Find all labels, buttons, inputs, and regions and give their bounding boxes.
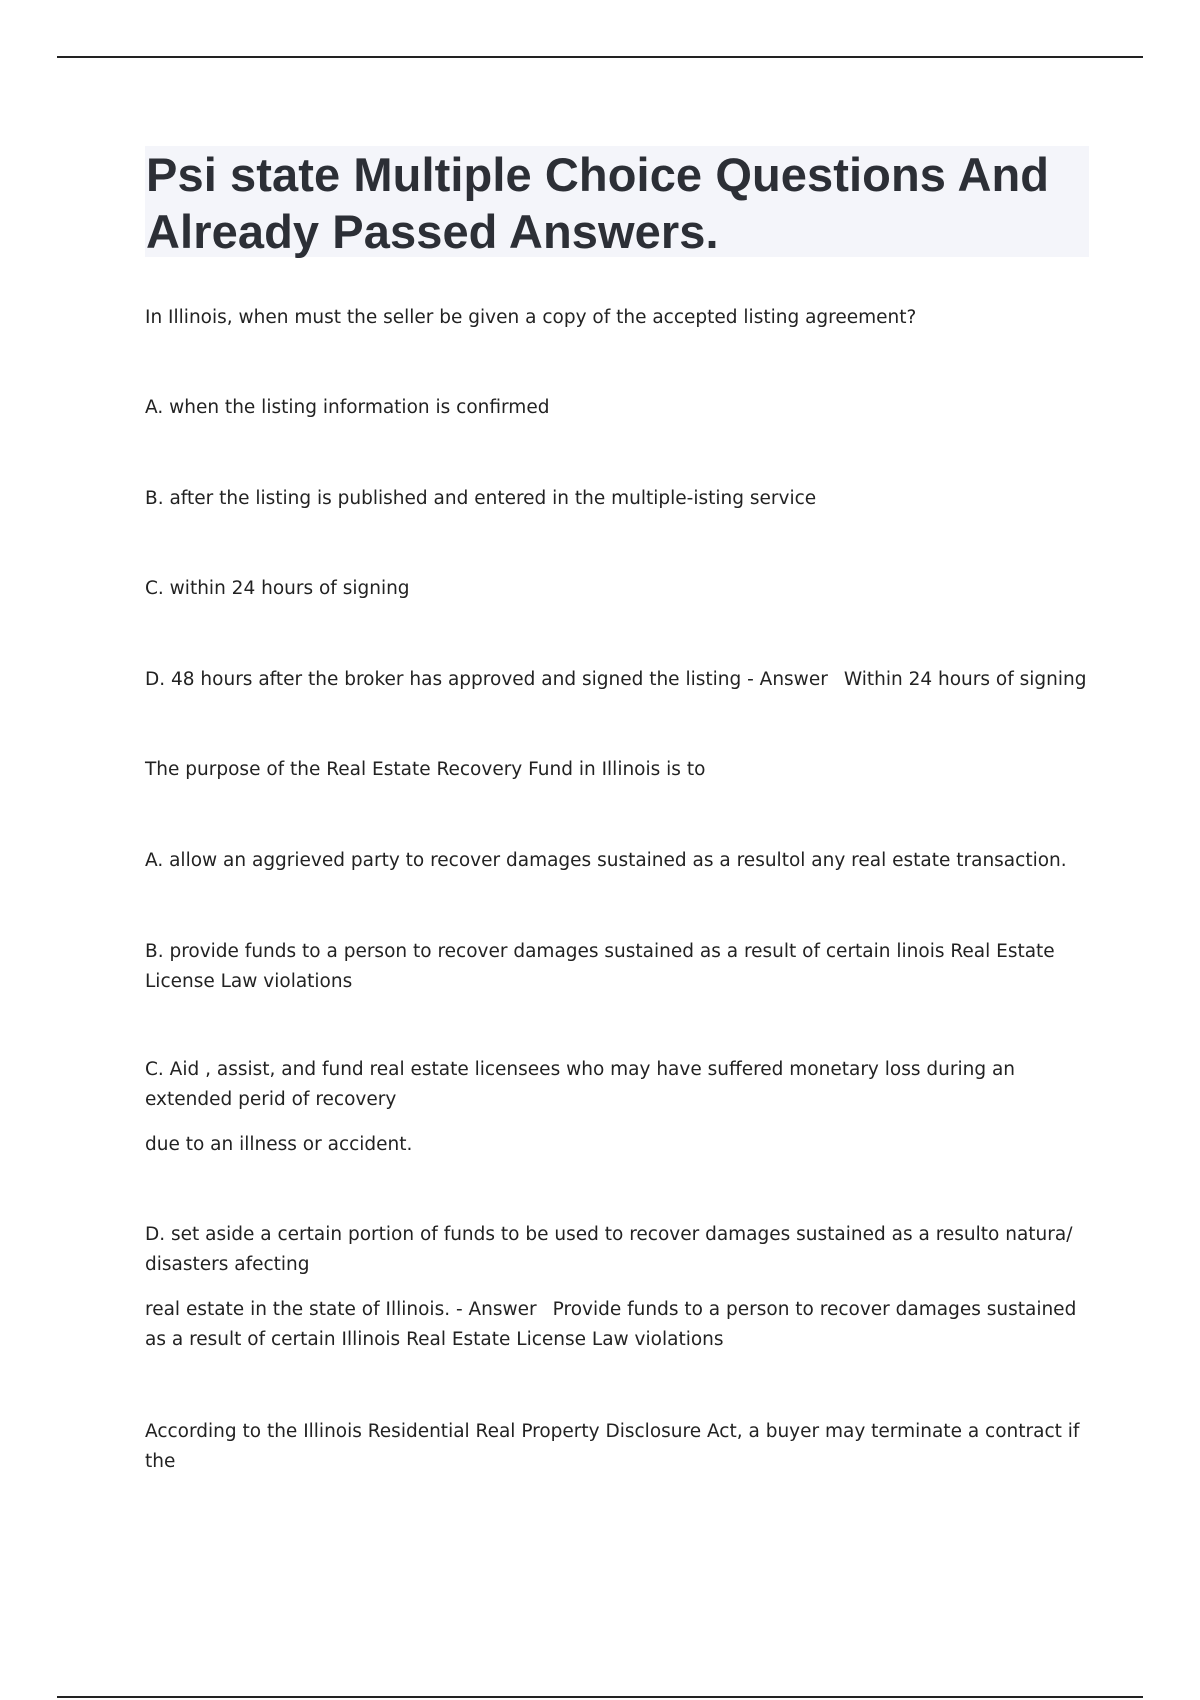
q2-option-d-continued — [145, 1295, 1090, 1355]
q1-option-d — [145, 665, 1090, 695]
question-1: In Illinois, when must the seller be given a copy of the accepted listing agreement? — [145, 307, 917, 328]
top-rule — [57, 56, 1143, 58]
q2-option-d-text: real estate in the state of Illinois. - Answer — [145, 1299, 537, 1320]
document-title: Psi state Multiple Choice Questions And Already Passed Answers. — [146, 148, 1050, 258]
title-block — [145, 146, 1089, 257]
q2-answer: Provide funds to a person to recover damages sustained as a result of certain Illinois Real Estate License Law violations — [145, 1299, 1077, 1350]
q2-option-c: C. Aid , assist, and fund real estate licensees who may have suffered monetary loss during an extended perid of recovery — [145, 1059, 1016, 1110]
q1-option-c: C. within 24 hours of signing — [145, 578, 410, 599]
bottom-rule — [57, 1696, 1143, 1698]
q2-option-a: A. allow an aggrieved party to recover damages sustained as a resultol any real estate transaction. — [145, 850, 1067, 871]
q2-option-d: D. set aside a certain portion of funds to be used to recover damages sustained as a resulto natura/ disasters afecting — [145, 1224, 1073, 1275]
q1-option-a: A. when the listing information is confirmed — [145, 397, 550, 418]
q1-option-b: B. after the listing is published and entered in the multiple-isting service — [145, 488, 817, 509]
q2-option-b: B. provide funds to a person to recover damages sustained as a result of certain linois Real Estate License Law violations — [145, 941, 1055, 992]
question-3: According to the Illinois Residential Real Property Disclosure Act, a buyer may terminate a contract if the — [145, 1421, 1080, 1472]
q1-answer: Within 24 hours of signing — [843, 669, 1087, 690]
q2-option-c-continued: due to an illness or accident. — [145, 1134, 413, 1155]
q1-option-d-text: D. 48 hours after the broker has approved and signed the listing - Answer — [145, 669, 828, 690]
question-2: The purpose of the Real Estate Recovery Fund in Illinois is to — [145, 759, 706, 780]
